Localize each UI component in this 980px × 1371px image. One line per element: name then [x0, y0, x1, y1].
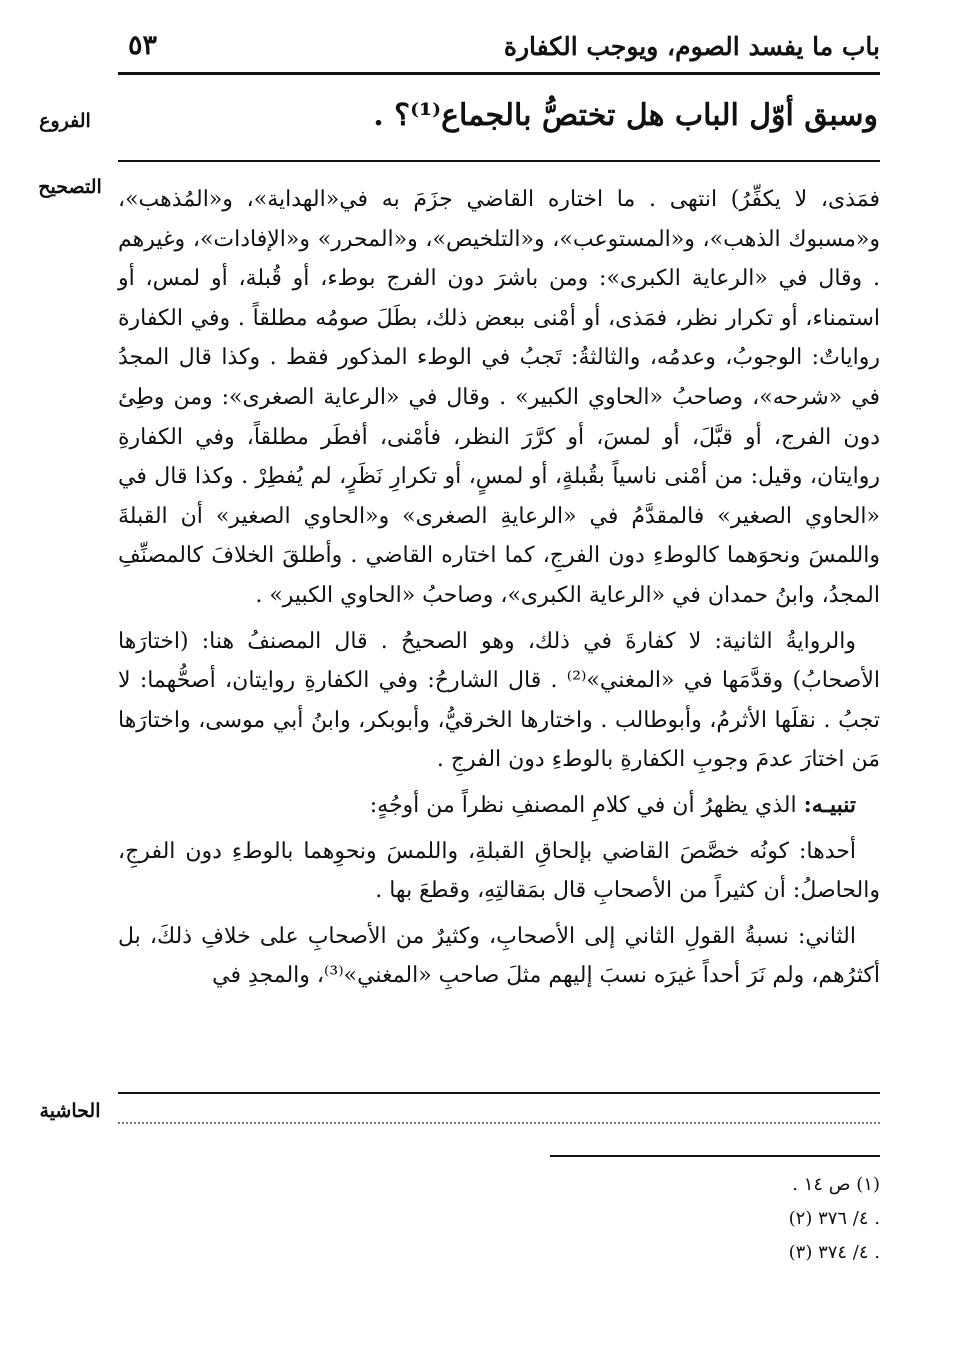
header-divider: [118, 72, 880, 75]
page-number: ٥٣: [128, 30, 158, 61]
section-label-tashih: التصحيح: [38, 176, 102, 198]
tanbih-text: الذي يظهرُ أن في كلامِ المصنفِ نظراً من أوجُهٍ:: [369, 792, 797, 818]
body-divider: [118, 1092, 880, 1094]
body-paragraph-2: والروايةُ الثانية: لا كفارةَ في ذلك، وهو الصحيحُ . قال المصنفُ هنا: (اختارَها الأصحابُ) وقدَّمَها في «المغني»⁽²⁾ . قال الشارحُ: وفي الكفارةِ روايتان، أصحُّهما: لا تجبُ . نقلَها الأثرمُ، وأبوطالب . واختارها الخرقيُّ، وأبوبكر، وابنُ أبي موسى، واختارَها مَن اختارَ عدمَ وجوبِ الكفارةِ بالوطءِ دون الفرجِ .: [118, 628, 881, 773]
footnote-2: (٢) ٤/ ٣٧٦ .: [788, 1208, 880, 1229]
furu-text: وسبق أوّل الباب هل تختصُّ بالجماع⁽¹⁾؟ .: [373, 98, 878, 133]
running-header-title: باب ما يفسد الصوم، ويوجب الكفارة: [503, 32, 880, 61]
footnote-1: (١) ص ١٤ .: [792, 1174, 880, 1195]
hashiya-dotted-line: [118, 1122, 880, 1124]
furu-divider: [118, 160, 880, 162]
section-label-hashiya: الحاشية: [39, 1100, 101, 1122]
tanbih-label: تنبيـه:: [803, 791, 856, 818]
body-paragraph-5: الثاني: نسبةُ القولِ الثاني إلى الأصحابِ، وكثيرٌ من الأصحابِ على خلافِ ذلكَ، بل أكثرُهم، ولم نَرَ أحداً غيرَه نسبَ إليهم مثلَ صاحبِ «المغني»⁽³⁾، والمجدِ في: [118, 923, 880, 989]
section-label-furu: الفروع: [39, 110, 91, 132]
body-paragraph-3: [118, 786, 880, 826]
body-paragraph-4: أحدها: كونُه خصَّصَ القاضي بإلحاقِ القبلةِ، واللمسَ ونحوِهما بالوطءِ دون الفرجِ، والحاصلُ: أن كثيراً من الأصحابِ قال بمَقالتِهِ، وقطعَ بها .: [118, 838, 880, 904]
tashih-body: [118, 180, 880, 996]
footnotes: [580, 1168, 880, 1270]
footnote-divider: [550, 1155, 880, 1157]
footnote-3: (٣) ٤/ ٣٧٤ .: [788, 1242, 880, 1263]
body-paragraph-1: فمَذى، لا يكفِّرُ) انتهى . ما اختاره القاضي جزَمَ به في«الهداية»، و«المُذهب»، و«مسبوك الذهب»، و«المستوعب»، و«التلخيص»، و«المحرر» و«الإفادات»، وغيرهم . وقال في «الرعاية الكبرى»: ومن باشرَ دون الفرج بوطء، أو قُبلة، أو لمس، أو استمناء، أو تكرار نظر، فمَذى، أو أمْنى ببعض ذلك، بطَلَ صومُه مطلقاً . وفي الكفارة رواياتٌ: الوجوبُ، وعدمُه، والثالثةُ: تَجبُ في الوطء المذكور فقط . وكذا قال المجدُ في «شرحه»، وصاحبُ «الحاوي الكبير» . وقال في «الرعاية الصغرى»: ومن وطِئ دون الفرج، أو قبَّلَ، أو لمسَ، أو كرَّرَ النظر، فأمْنى، أفطَر مطلقاً، وفي الكفارةِ روايتان، وقيل: من أمْنى ناسياً بقُبلةٍ، أو لمسٍ، أو تكرارِ نَظَرٍ، لم يُفطِرْ . وكذا قال في «الحاوي الصغير» فالمقدَّمُ في «الرعايةِ الصغرى» و«الحاوي الصغير» أن القبلةَ واللمسَ ونحوَهما كالوطءِ دون الفرجِ، كما اختاره القاضي . وأطلقَ الخلافَ كالمصنِّفِ المجدُ، وابنُ حمدان في «الرعاية الكبرى»، وصاحبُ «الحاوي الكبير» .: [118, 187, 880, 608]
